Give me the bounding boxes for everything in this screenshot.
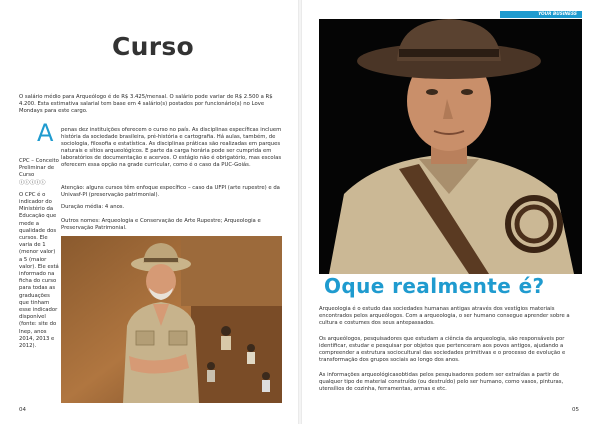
information-paragraph: As informações arqueológicasobtidas pelos pesquisadores podem ser extraídas a partir de qualquer tipo de material construído (ou destruído) pelo ser humano, como vasos, pinturas, utensílios de cozinha, ferramentas, armas e etc. — [319, 372, 564, 393]
archaeologist-photo — [61, 236, 282, 403]
duration-note: Duração média: 4 anos. — [61, 204, 125, 210]
definition-paragraph: Arqueologia é o estudo das sociedades humanas antigas através dos vestígios materiais encontrados pelos arqueólogos. Com a arqueologia, o ser humano consegue aprender sobre a cultura e costumes dos seus antepassados. — [319, 306, 570, 327]
indiana-jones-photo — [319, 19, 582, 274]
section-heading: Oque realmente é? — [324, 274, 545, 298]
cpc-description: O CPC é o indicador do Ministério da Educação que mede a qualidade dos cursos. Ele varia de 1 (menor valor) a 5 (maior valor). Ele está informado na ficha do curso para todas as graduações que tinham esse indicador disponível (fonte: site do Inep, anos 2014, 2013 e 2012). — [19, 191, 59, 350]
page-number-right: 05 — [572, 407, 579, 413]
salary-intro: O salário médio para Arqueólogo é de R$ 3.425/mensal. O salário pode variar de R$ 2.500 a R$ 4.200. Esta estimativa salarial tem base em 4 salário(s) postados por funcionário(s) no Love Mondays para este cargo. — [19, 94, 273, 115]
section-tag: YOUR BUSINESS — [500, 11, 582, 18]
course-description: penas dez instituições oferecem o curso no país. As disciplinas específicas incluem história da sociedade brasileira, pré-história e cartografia. Há aulas, também, de sociologia, filosofia e estatística. As disciplinas práticas são realizadas em parques naturais e sítios arqueológicos. E parte da carga horária pode ser cumprida em laboratórios de documentação e acervos. O estágio não é obrigatório, mas escolas oferecem essa opção na grade curricular, como é o caso da PUC-Goiás. — [61, 127, 282, 169]
attention-note: Atenção: alguns cursos têm enfoque específico – caso da UFPI (arte rupestre) e da Univasf-PI (preservação patrimonial). — [61, 185, 280, 199]
archaeologists-paragraph: Os arqueólogos, pesquisadores que estudam a ciência da arqueologia, são responsáveis por identificar, estudar e pesquisar por objetos que pertenceram aos povos antigos, ajudando a compreender a estrutura sociocultural das sociedades primitivas e o processo de evolução e transformação dos grupos sociais ao longo dos anos. — [319, 336, 566, 364]
fedora-man-illustration — [319, 19, 582, 274]
drop-cap: A — [37, 119, 54, 147]
archaeologist-illustration — [61, 236, 282, 403]
page-number-left: 04 — [19, 407, 26, 413]
cpc-sidebar — [19, 158, 59, 355]
other-names-note: Outros nomes: Arqueologia e Conservação de Arte Rupestre; Arqueologia e Preservação Patrimonial. — [61, 218, 261, 232]
cpc-heading: CPC – Conceito Preliminar de Curso ⓘⓘⓘⓘⓘ — [19, 158, 59, 186]
page-title: Curso — [112, 32, 195, 61]
